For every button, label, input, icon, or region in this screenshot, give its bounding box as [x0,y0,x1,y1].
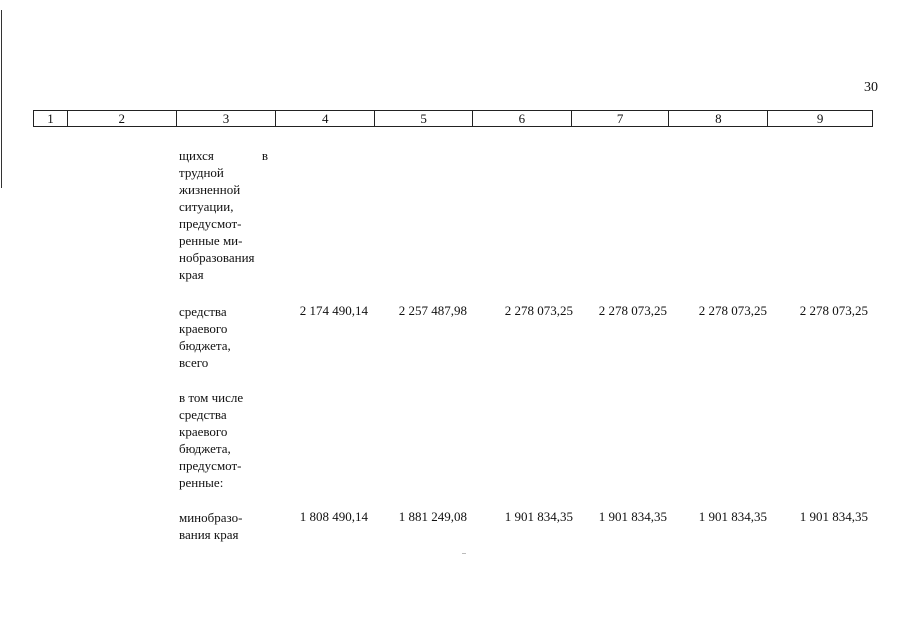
value-col-5: 1 881 249,08 [398,509,467,524]
row-description [179,389,268,491]
value-col-4: 2 174 490,14 [299,303,368,318]
column-header-1: 1 [34,111,68,126]
description-line: ситуации, [179,199,234,214]
description-line: предусмот- [179,216,242,231]
value-col-4: 1 808 490,14 [299,509,368,524]
left-margin-line [1,10,2,188]
column-header-6: 6 [473,111,572,126]
column-header-4: 4 [276,111,375,126]
description-word: в [261,148,268,163]
description-line: жизненной [179,182,241,197]
row-description [179,509,268,543]
column-header-9: 9 [816,111,824,126]
value-col-6: 2 278 073,25 [504,303,573,318]
value-col-6: 1 901 834,35 [504,509,573,524]
description-line: трудной [179,165,224,180]
column-header-3: 3 [177,111,277,126]
column-header-8: 8 [669,111,768,126]
description-line: краевого [179,424,228,439]
description-line: предусмот- [179,458,242,473]
column-header-2: 2 [68,111,177,126]
value-col-9: 1 901 834,35 [799,509,868,524]
value-col-7: 2 278 073,25 [598,303,667,318]
column-header-7: 7 [572,111,670,126]
description-line: края [179,267,204,282]
scan-speck [462,553,466,554]
value-col-9: 2 278 073,25 [799,303,868,318]
description-line: нобразования [179,250,255,265]
description-line: всего [179,355,209,370]
description-line: минобразо- [179,510,243,525]
value-col-8: 1 901 834,35 [698,509,767,524]
description-line: краевого [179,321,228,336]
description-line [179,147,268,164]
row-description [179,303,268,371]
description-line: средства [179,304,227,319]
row-description [179,147,268,283]
description-line: бюджета, [179,441,231,456]
description-line: ренные ми- [179,233,243,248]
description-word: щихся [179,148,214,163]
description-line: средства [179,407,227,422]
description-line: ренные: [179,475,224,490]
description-line: в том числе [179,390,244,405]
description-line: вания края [179,527,239,542]
page-number: 30 [864,80,878,95]
value-col-8: 2 278 073,25 [698,303,767,318]
description-line: бюджета, [179,338,231,353]
value-col-7: 1 901 834,35 [598,509,667,524]
value-col-5: 2 257 487,98 [398,303,467,318]
column-header-5: 5 [375,111,473,126]
table-header-row [33,110,873,127]
